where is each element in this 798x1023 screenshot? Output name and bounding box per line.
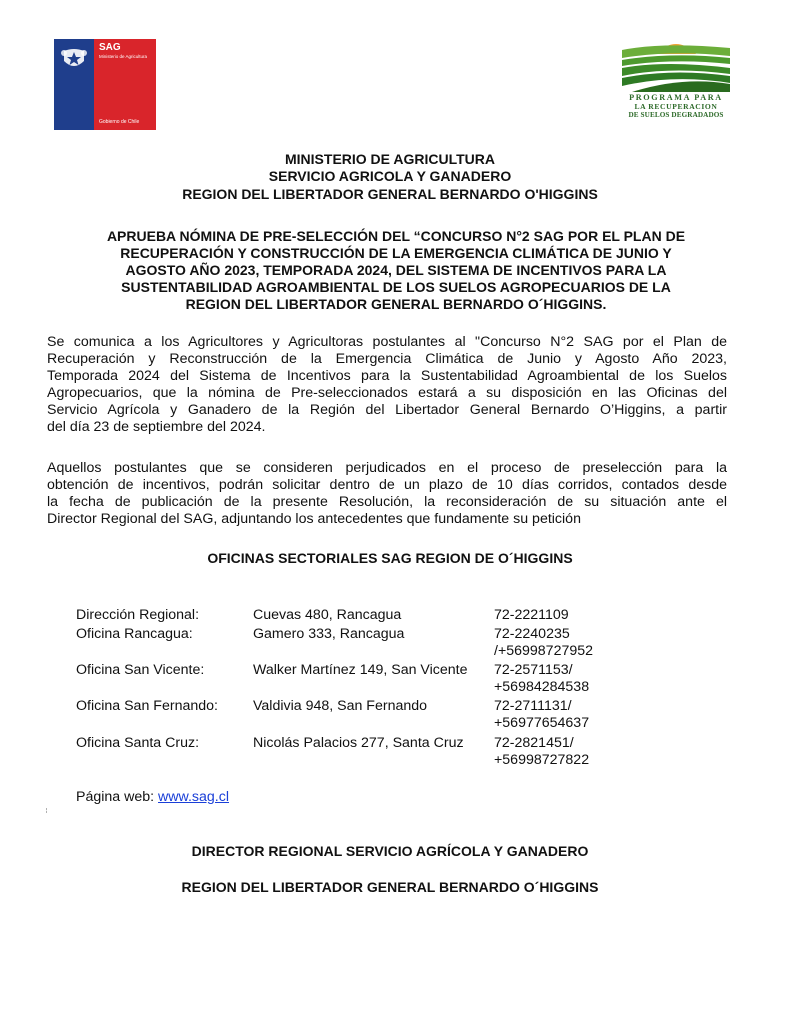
- office-name: Dirección Regional:: [76, 607, 200, 623]
- footer-director: DIRECTOR REGIONAL SERVICIO AGRÍCOLA Y GANADERO: [191, 843, 589, 859]
- office-name: Oficina San Vicente:: [76, 662, 205, 678]
- office-name: Oficina Rancagua:: [76, 626, 193, 642]
- offices-title: OFICINAS SECTORIALES SAG REGION DE O´HIGGINS: [207, 550, 573, 566]
- office-name: Oficina Santa Cruz:: [76, 735, 200, 751]
- header-ministry: MINISTERIO DE AGRICULTURA: [285, 151, 495, 167]
- title-line-3: AGOSTO AÑO 2023, TEMPORADA 2024, DEL SISTEMA DE INCENTIVOS PARA LA: [125, 262, 667, 278]
- title-line-2: RECUPERACIÓN Y CONSTRUCCIÓN DE LA EMERGENCIA CLIMÁTICA DE JUNIO Y: [120, 245, 672, 261]
- office-name: Oficina San Fernando:: [76, 698, 218, 714]
- paragraph2-line-1: Aquellos postulantes que se consideren perjudicados en el proceso de preselección para la: [47, 460, 727, 476]
- office-phone: 72-2821451/ +56998727822: [494, 735, 590, 768]
- paragraph2-line-4: Director Regional del SAG, adjuntando los antecedentes que fundamente su petición: [47, 511, 581, 527]
- margin-mark: ¦: [46, 808, 48, 814]
- office-phone: 72-2711131/ +56977654637: [494, 698, 590, 731]
- program-logo-line3: DE SUELOS DEGRADADOS: [628, 111, 724, 119]
- sag-logo-subtitle: Ministerio de Agricultura: [99, 54, 148, 59]
- office-phone: 72-2221109: [494, 607, 569, 623]
- office-phone: 72-2571153/ +56984284538: [494, 662, 590, 695]
- paragraph2-line-3: la fecha de publicación de la presente Resolución, la reconsideración de su situación ante el: [47, 494, 727, 510]
- web-line: [76, 789, 229, 806]
- paragraph1-line-5: Servicio Agrícola y Ganadero de la Región del Libertador General Bernardo O’Higgins, a partir: [47, 402, 727, 418]
- chile-crest-icon: [58, 43, 90, 75]
- title-line-5: REGION DEL LIBERTADOR GENERAL BERNARDO O´HIGGINS.: [185, 296, 607, 312]
- office-address: Walker Martínez 149, San Vicente: [253, 662, 468, 678]
- title-line-1: APRUEBA NÓMINA DE PRE-SELECCIÓN DEL “CONCURSO N°2 SAG POR EL PLAN DE: [106, 228, 686, 244]
- paragraph1-line-3: Temporada 2024 del Sistema de Incentivos para la Sustentabilidad Agroambiental de los Suelos: [47, 368, 727, 384]
- paragraph1-line-4: Agropecuarios, que la nómina de Pre-seleccionados estará a su disposición en las Oficinas del: [47, 385, 727, 401]
- office-phone: 72-2240235 /+56998727952: [494, 626, 594, 659]
- sag-logo-name: SAG: [99, 42, 121, 53]
- fields-sun-icon: [622, 36, 730, 92]
- web-label: Página web:: [76, 789, 159, 805]
- office-address: Valdivia 948, San Fernando: [253, 698, 428, 714]
- paragraph1-line-6: del día 23 de septiembre del 2024.: [47, 419, 266, 435]
- footer-region: REGION DEL LIBERTADOR GENERAL BERNARDO O´HIGGINS: [181, 879, 599, 895]
- office-address: Cuevas 480, Rancagua: [253, 607, 402, 623]
- paragraph1-line-2: Recuperación y Reconstrucción de la Emergencia Climática de Junio y Agosto Año 2023,: [47, 351, 727, 367]
- program-logo: [620, 36, 732, 126]
- office-address: Gamero 333, Rancagua: [253, 626, 405, 642]
- office-address: Nicolás Palacios 277, Santa Cruz: [253, 735, 464, 751]
- paragraph2-line-2: obtención de incentivos, podrán solicitar dentro de un plazo de 10 días corridos, contados desde: [47, 477, 727, 493]
- paragraph1-line-1: Se comunica a los Agricultores y Agricultoras postulantes al "Concurso N°2 SAG por el Plan de: [47, 334, 727, 350]
- header-service: SERVICIO AGRICOLA Y GANADERO: [268, 168, 512, 184]
- program-logo-text: [620, 93, 732, 120]
- program-logo-line2: LA RECUPERACION: [634, 102, 718, 111]
- program-logo-line1: PROGRAMA PARA: [629, 93, 723, 102]
- header-region: REGION DEL LIBERTADOR GENERAL BERNARDO O'HIGGINS: [182, 186, 598, 202]
- sag-logo: [54, 39, 156, 130]
- title-line-4: SUSTENTABILIDAD AGROAMBIENTAL DE LOS SUELOS AGROPECUARIOS DE LA: [121, 279, 671, 295]
- web-link[interactable]: www.sag.cl: [158, 789, 229, 805]
- sag-logo-footer: Gobierno de Chile: [99, 119, 140, 125]
